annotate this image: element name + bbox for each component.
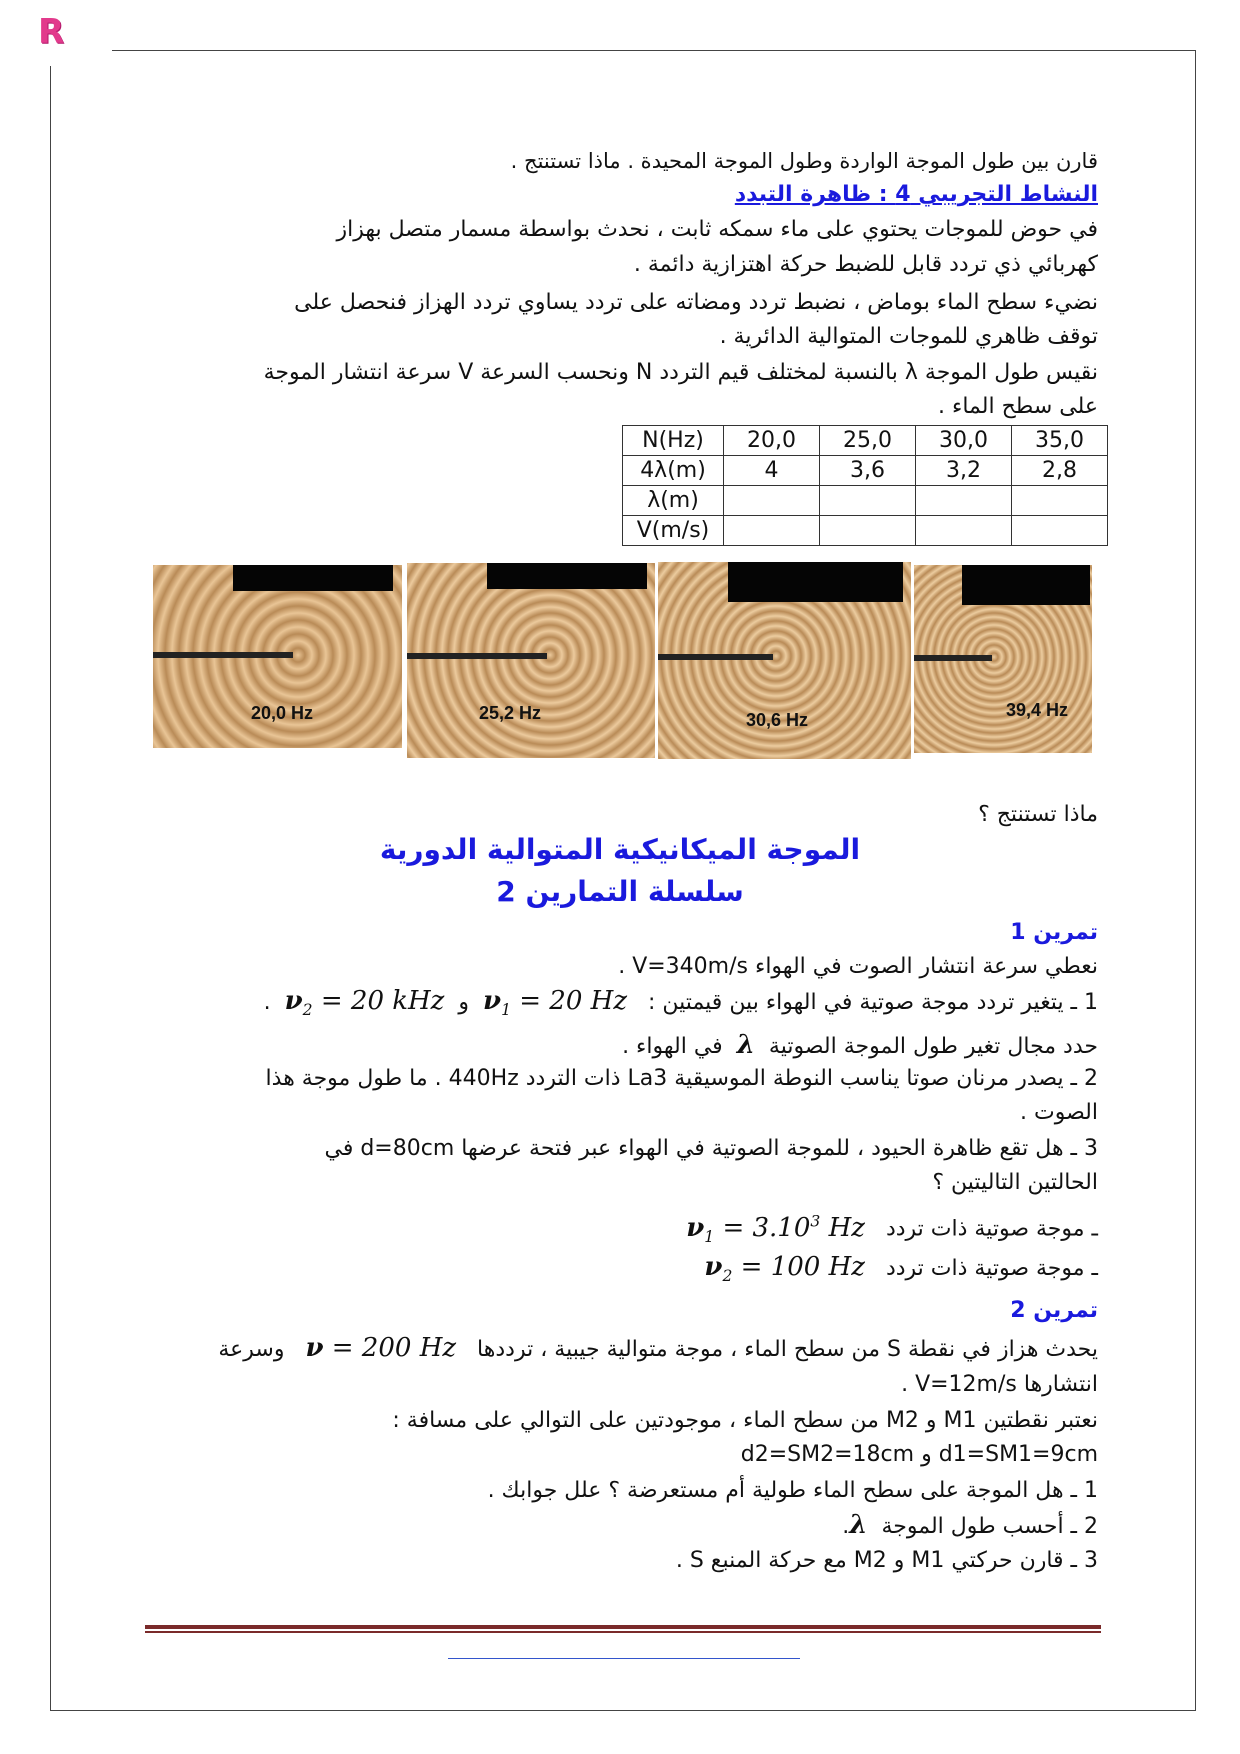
formula-value: = 20 kHz [312, 986, 445, 1016]
frequency-formula [686, 1212, 865, 1246]
photo-frequency-label: 39,4 Hz [1006, 700, 1069, 720]
subscript: 1 [704, 1227, 715, 1246]
exercise1-case2 [704, 1252, 1098, 1291]
case-text: ـ موجة صوتية ذات تردد [885, 1216, 1098, 1242]
exercise-text: يحدث هزاز في نقطة S من سطح الماء ، موجة متوالية جيبية ، ترددها [477, 1337, 1098, 1362]
exercise2-heading: تمرين 2 [1010, 1298, 1098, 1323]
footer-rule-thin [145, 1631, 1101, 1633]
formula-value: = 3.10 [714, 1212, 811, 1243]
exercise1-question1 [264, 986, 1098, 1025]
case-text: ـ موجة صوتية ذات تردد [885, 1256, 1098, 1281]
question-text: حدد مجال تغير طول الموجة الصوتية [768, 1034, 1098, 1059]
frame-bottom-border [50, 1710, 1196, 1711]
subscript: 2 [722, 1267, 733, 1286]
table-cell [724, 516, 820, 546]
exercise2-question1: 1 ـ هل الموجة على سطح الماء طولية أم مستعرضة ؟ علل جوابك . [487, 1478, 1098, 1503]
exercise1-given: نعطي سرعة انتشار الصوت في الهواء V=340m/s . [618, 954, 1098, 979]
formula-unit: Hz [820, 1212, 865, 1243]
table-cell: 3,6 [820, 456, 916, 486]
activity-line: نضيء سطح الماء بوماض ، نضبط تردد ومضاته على تردد يساوي تردد الهزاز فنحصل على [294, 290, 1098, 315]
activity-line: نقيس طول الموجة λ بالنسبة لمختلف قيم التردد N ونحسب السرعة V سرعة انتشار الموجة [263, 360, 1098, 385]
nu-symbol: ν [305, 1333, 324, 1363]
exercise2-line3: نعتبر نقطتين M1 و M2 من سطح الماء ، موجودتين على التوالي على مسافة : [392, 1408, 1098, 1433]
table-row [623, 516, 1108, 546]
photo-frequency-label: 20,0 Hz [251, 703, 314, 723]
subscript: 2 [302, 1001, 313, 1020]
activity-line: توقف ظاهري للموجات المتوالية الدائرية . [719, 324, 1098, 349]
intro-line: قارن بين طول الموجة الواردة وطول الموجة المحيدة . ماذا تستنتج . [510, 149, 1098, 173]
nu-symbol: ν [483, 986, 502, 1016]
table-cell: 35,0 [1012, 426, 1108, 456]
series-title: سلسلة التمارين 2 [496, 875, 744, 908]
question-text: 2 ـ أحسب طول الموجة [881, 1514, 1098, 1539]
table-cell: 4 [724, 456, 820, 486]
photo-frequency-label: 30,6 Hz [746, 710, 809, 730]
conjunction: و [458, 990, 470, 1015]
superscript: 3 [810, 1212, 821, 1230]
exercise-text: وسرعة [218, 1337, 285, 1362]
formula-value: = 20 Hz [510, 986, 628, 1016]
ripple-tank-photo [153, 565, 402, 748]
table-cell [820, 486, 916, 516]
footer-rule [145, 1625, 1101, 1629]
exercise2-question2 [842, 1510, 1098, 1542]
table-row [623, 456, 1108, 486]
exercise2-line2: انتشارها V=12m/s . [901, 1372, 1098, 1397]
table-cell [820, 516, 916, 546]
exercise2-line4: d1=SM1=9cm و d2=SM2=18cm [740, 1442, 1098, 1467]
conclusion-question: ماذا تستنتج ؟ [978, 802, 1098, 827]
table-row [623, 486, 1108, 516]
exercise1-question3: 3 ـ هل تقع ظاهرة الحيود ، للموجة الصوتية في الهواء عبر فتحة عرضها d=80cm في [324, 1136, 1098, 1161]
exercise1-question3-cont: الحالتين التاليتين ؟ [932, 1170, 1098, 1195]
exercise2-line1 [218, 1333, 1098, 1365]
punctuation: . [263, 990, 271, 1015]
activity-line: في حوض للموجات يحتوي على ماء سمكه ثابت ، نحدث بواسطة مسمار متصل بهزاز [336, 217, 1098, 242]
footer-link-underline [448, 1658, 800, 1659]
frequency-formula [483, 986, 628, 1020]
frequency-wavelength-table [622, 425, 1108, 546]
lambda-symbol: λ [849, 1510, 868, 1540]
question-text: في الهواء . [622, 1034, 723, 1059]
table-cell: 25,0 [820, 426, 916, 456]
table-row [623, 426, 1108, 456]
nu-symbol: ν [704, 1252, 723, 1282]
table-row-label: V(m/s) [623, 516, 724, 546]
exercise1-question2: 2 ـ يصدر مرنان صوتا يناسب النوطة الموسيقية La3 ذات التردد 440Hz . ما طول موجة هذا [265, 1066, 1098, 1091]
exercise1-case1 [686, 1206, 1098, 1252]
activity-line: كهربائي ذي تردد قابل للضبط حركة اهتزازية دائمة . [633, 252, 1098, 277]
table-cell [916, 516, 1012, 546]
photo-frequency-label: 25,2 Hz [479, 703, 542, 723]
nu-symbol: ν [284, 986, 303, 1016]
frequency-formula [704, 1252, 865, 1286]
question-text: 1 ـ يتغير تردد موجة صوتية في الهواء بين قيمتين : [648, 990, 1098, 1015]
table-cell [724, 486, 820, 516]
table-row-label: 4λ(m) [623, 456, 724, 486]
table-cell: 3,2 [916, 456, 1012, 486]
table-cell [1012, 516, 1108, 546]
nu-symbol: ν [686, 1212, 705, 1243]
subscript: 1 [501, 1001, 511, 1020]
exercise1-question1b [622, 1030, 1098, 1062]
exercise1-heading: تمرين 1 [1010, 920, 1098, 945]
logo: R [38, 12, 65, 52]
table-row-label: λ(m) [623, 486, 724, 516]
punctuation: . [842, 1514, 850, 1539]
ripple-tank-photo [407, 563, 655, 758]
frequency-formula [305, 1333, 456, 1363]
formula-value: = 100 Hz [732, 1252, 865, 1282]
formula-value: = 200 Hz [323, 1333, 457, 1363]
exercise1-question2-cont: الصوت . [1020, 1100, 1098, 1125]
frame-top-border [112, 50, 1196, 51]
table-cell: 2,8 [1012, 456, 1108, 486]
table-cell: 30,0 [916, 426, 1012, 456]
activity-heading: النشاط التجريبي 4 : ظاهرة التبدد [734, 182, 1098, 207]
table-row-label: N(Hz) [623, 426, 724, 456]
table-cell [1012, 486, 1108, 516]
frequency-formula [284, 986, 445, 1020]
exercise2-question3: 3 ـ قارن حركتي M1 و M2 مع حركة المنبع S . [675, 1548, 1098, 1573]
table-cell [916, 486, 1012, 516]
lambda-symbol: λ [736, 1030, 755, 1060]
ripple-tank-photo [658, 562, 911, 759]
table-cell: 20,0 [724, 426, 820, 456]
main-title: الموجة الميكانيكية المتوالية الدورية [379, 833, 861, 866]
ripple-tank-photo [914, 565, 1092, 753]
activity-line: على سطح الماء . [938, 394, 1098, 419]
